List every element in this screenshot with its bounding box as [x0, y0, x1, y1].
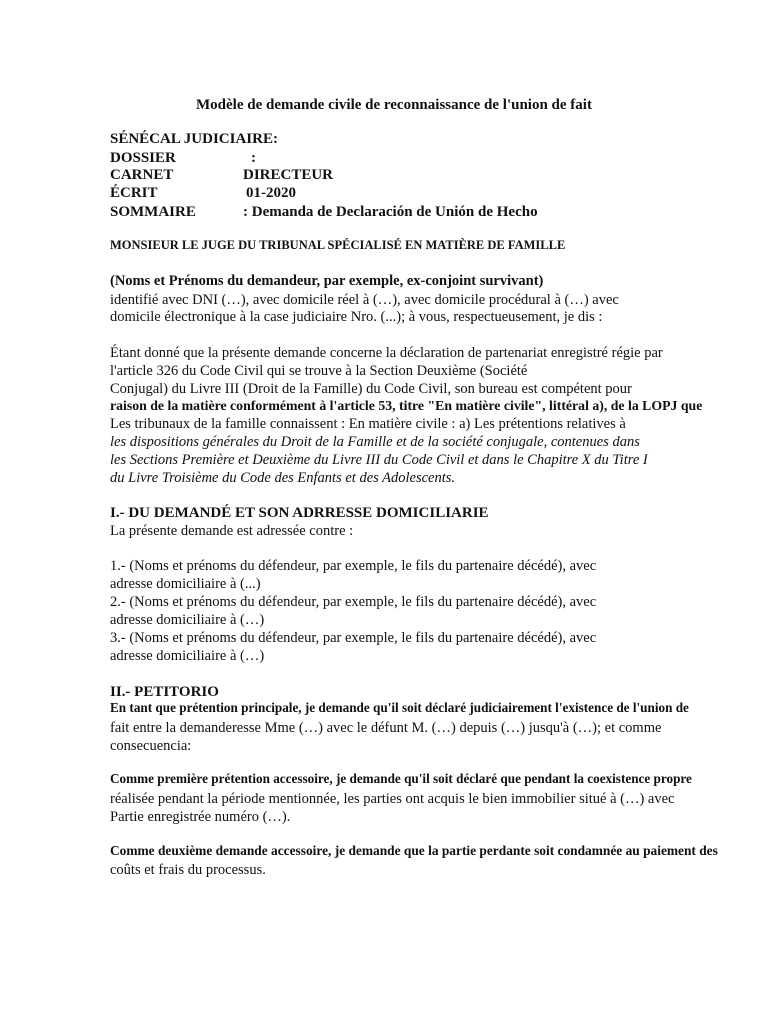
petition-first-accessory-bold: Comme première prétention accessoire, je demande qu'il soit déclaré que pendant la coexistence propre: [110, 771, 692, 786]
document-title: Modèle de demande civile de reconnaissance de l'union de fait: [196, 97, 592, 113]
competence-line: Conjugal) du Livre III (Droit de la Famille) du Code Civil, son bureau est compétent pour: [110, 381, 632, 397]
addressee-line: MONSIEUR LE JUGE DU TRIBUNAL SPÉCIALISÉ EN MATIÈRE DE FAMILLE: [110, 238, 566, 252]
section2-heading: II.- PETITORIO: [110, 684, 219, 700]
competence-line-italic: les Sections Première et Deuxième du Livre III du Code Civil et dans le Chapitre X du Titre I: [110, 452, 648, 468]
plaintiff-names: (Noms et Prénoms du demandeur, par exemple, ex-conjoint survivant): [110, 273, 544, 289]
petition-principal-bold: En tant que prétention principale, je demande qu'il soit déclaré judiciairement l'existence de l'union de: [110, 700, 689, 715]
header-value-dossier: :: [251, 150, 256, 166]
defendant-address: adresse domiciliaire à (…): [110, 648, 265, 664]
section1-heading: I.- DU DEMANDÉ ET SON ADRRESSE DOMICILIARIE: [110, 505, 489, 521]
defendant-address: adresse domiciliaire à (…): [110, 612, 265, 628]
competence-line: Les tribunaux de la famille connaissent : En matière civile : a) Les prétentions relatives à: [110, 416, 626, 432]
header-label-sommaire: SOMMAIRE: [110, 204, 196, 220]
competence-line-italic: du Livre Troisième du Code des Enfants et des Adolescents.: [110, 470, 456, 486]
petition-second-accessory-bold: Comme deuxième demande accessoire, je demande que la partie perdante soit condamnée au paiement des: [110, 843, 718, 858]
defendant-line: 2.- (Noms et prénoms du défendeur, par exemple, le fils du partenaire décédé), avec: [110, 594, 597, 610]
header-label-dossier: DOSSIER: [110, 150, 176, 166]
petition-line: réalisée pendant la période mentionnée, les parties ont acquis le bien immobilier situé à (…) avec: [110, 791, 675, 807]
header-label-ecrit: ÉCRIT: [110, 185, 158, 201]
intro-line: identifié avec DNI (…), avec domicile réel à (…), avec domicile procédural à (…) avec: [110, 292, 619, 308]
header-value-ecrit: 01-2020: [246, 185, 296, 201]
defendant-line: 3.- (Noms et prénoms du défendeur, par exemple, le fils du partenaire décédé), avec: [110, 630, 597, 646]
defendant-line: 1.- (Noms et prénoms du défendeur, par exemple, le fils du partenaire décédé), avec: [110, 558, 597, 574]
header-value-carnet: DIRECTEUR: [243, 167, 334, 183]
competence-line: l'article 326 du Code Civil qui se trouve à la Section Deuxième (Société: [110, 363, 528, 379]
defendant-address: adresse domiciliaire à (...): [110, 576, 261, 592]
competence-line: Étant donné que la présente demande concerne la déclaration de partenariat enregistré régie par: [110, 345, 663, 361]
petition-line: Partie enregistrée numéro (…).: [110, 809, 291, 825]
header-value-sommaire: : Demanda de Declaración de Unión de Hecho: [243, 204, 538, 220]
competence-line-italic: les dispositions générales du Droit de la Famille et de la société conjugale, contenues dans: [110, 434, 640, 450]
intro-line: domicile électronique à la case judiciaire Nro. (...); à vous, respectueusement, je dis :: [110, 309, 603, 325]
petition-line: consecuencia:: [110, 738, 192, 754]
competence-line-bold: raison de la matière conformément à l'article 53, titre "En matière civile", littéral a), de la LOPJ que: [110, 398, 703, 413]
petition-line: fait entre la demanderesse Mme (…) avec le défunt M. (…) depuis (…) jusqu'à (…); et comme: [110, 720, 662, 736]
petition-line: coûts et frais du processus.: [110, 862, 266, 878]
header-label-carnet: CARNET: [110, 167, 174, 183]
section1-intro: La présente demande est adressée contre :: [110, 523, 354, 539]
court-label: SÉNÉCAL JUDICIAIRE:: [110, 131, 278, 147]
